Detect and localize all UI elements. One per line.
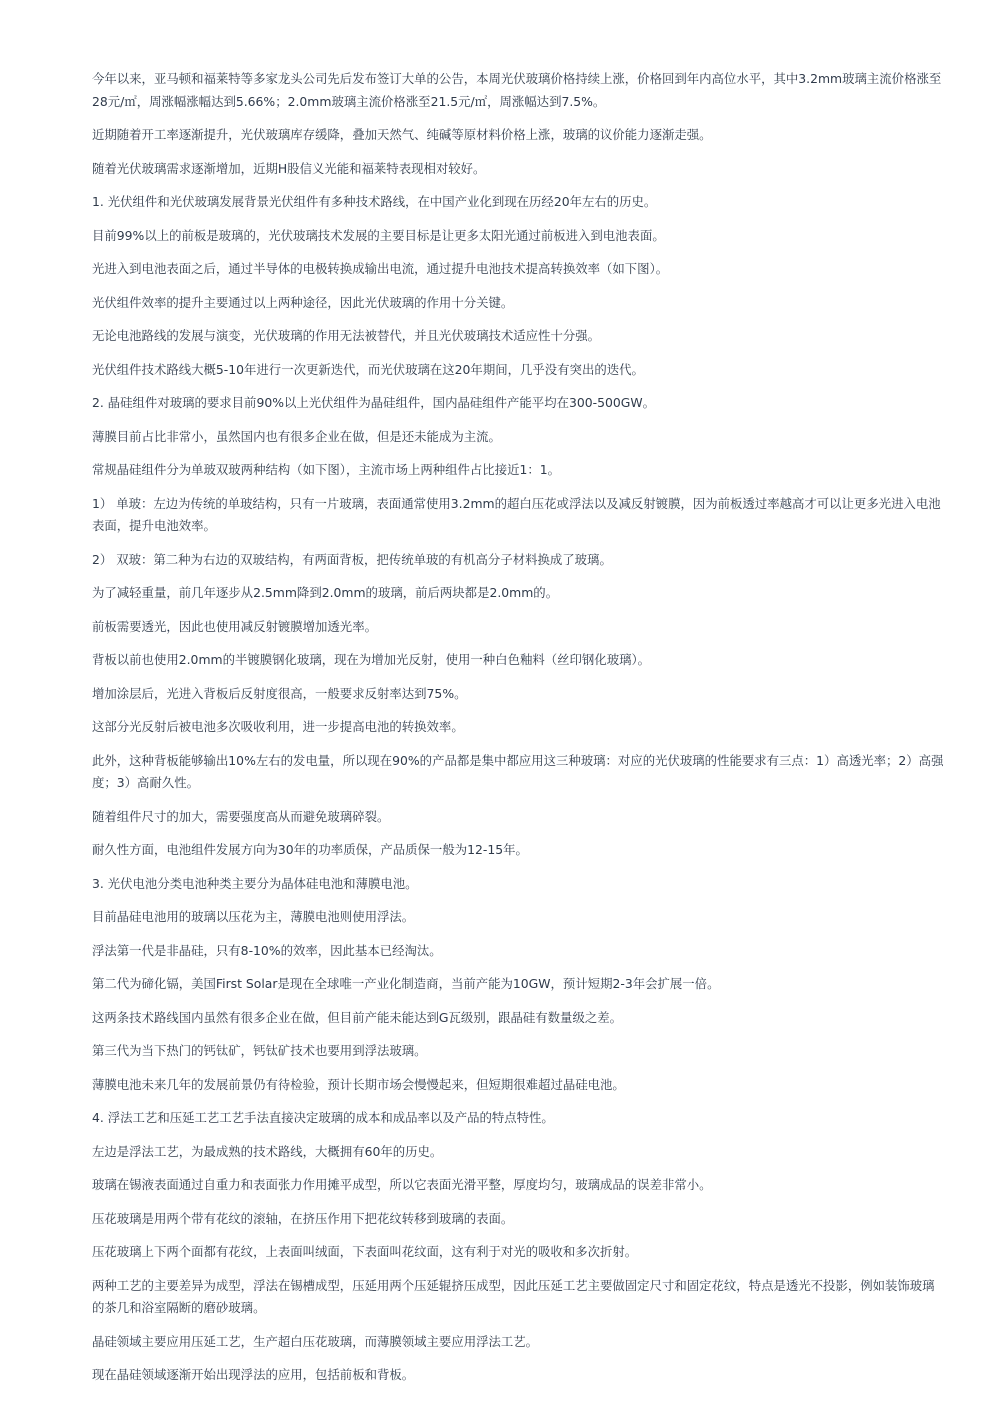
paragraph: 这部分光反射后被电池多次吸收利用，进一步提高电池的转换效率。 bbox=[92, 719, 464, 734]
paragraph: 常规晶硅组件分为单玻双玻两种结构（如下图），主流市场上两种组件占比接近1：1。 bbox=[92, 462, 561, 477]
paragraph: 1. 光伏组件和光伏玻璃发展背景光伏组件有多种技术路线，在中国产业化到现在历经20年左右的历史。 bbox=[92, 194, 657, 209]
paragraph: 光进入到电池表面之后，通过半导体的电极转换成输出电流，通过提升电池技术提高转换效率（如下图）。 bbox=[92, 261, 669, 276]
paragraph: 现在晶硅领域逐渐开始出现浮法的应用，包括前板和背板。 bbox=[92, 1367, 415, 1382]
paragraph: 随着组件尺寸的加大，需要强度高从而避免玻璃碎裂。 bbox=[92, 808, 390, 824]
document-page bbox=[92, 68, 944, 1398]
paragraph: 两种工艺的主要差异为成型，浮法在锡槽成型，压延用两个压延辊挤压成型，因此压延工艺主要做固定尺寸和固定花纹，特点是透光不投影，例如装饰玻璃的茶几和浴室隔断的磨砂玻璃。 bbox=[92, 1277, 935, 1315]
paragraph: 2） 双玻：第二种为右边的双玻结构，有两面背板，把传统单玻的有机高分子材料换成了玻璃。 bbox=[92, 551, 612, 567]
paragraph: 1） 单玻：左边为传统的单玻结构，只有一片玻璃，表面通常使用3.2mm的超白压花或浮法以及减反射镀膜，因为前板透过率越高才可以让更多光进入电池表面，提升电池效率。 bbox=[92, 495, 941, 533]
paragraph: 目前99%以上的前板是玻璃的，光伏玻璃技术发展的主要目标是让更多太阳光通过前板进入到电池表面。 bbox=[92, 227, 665, 243]
paragraph: 薄膜目前占比非常小，虽然国内也有很多企业在做，但是还未能成为主流。 bbox=[92, 428, 501, 444]
paragraph: 背板以前也使用2.0mm的半镀膜钢化玻璃，现在为增加光反射，使用一种白色釉料（丝印钢化玻璃）。 bbox=[92, 652, 651, 667]
paragraph: 玻璃在锡液表面通过自重力和表面张力作用摊平成型，所以它表面光滑平整，厚度均匀，玻璃成品的误差非常小。 bbox=[92, 1177, 712, 1192]
paragraph: 压花玻璃上下两个面都有花纹，上表面叫绒面，下表面叫花纹面，这有利于对光的吸收和多次折射。 bbox=[92, 1244, 638, 1259]
paragraph: 无论电池路线的发展与演变，光伏玻璃的作用无法被替代，并且光伏玻璃技术适应性十分强。 bbox=[92, 328, 601, 343]
paragraph: 今年以来，亚马顿和福莱特等多家龙头公司先后发布签订大单的公告，本周光伏玻璃价格持续上涨，价格回到年内高位水平，其中3.2mm玻璃主流价格涨至28元/㎡，周涨幅涨幅达到5.66%；2.0mm玻璃主流价格涨至21.5元/㎡，周涨幅达到7.5%。 bbox=[92, 71, 942, 109]
paragraph: 2. 晶硅组件对玻璃的要求目前90%以上光伏组件为晶硅组件，国内晶硅组件产能平均在300-500GW。 bbox=[92, 395, 655, 410]
paragraph: 这两条技术路线国内虽然有很多企业在做，但目前产能未能达到G瓦级别，跟晶硅有数量级之差。 bbox=[92, 1009, 623, 1025]
paragraph: 随着光伏玻璃需求逐渐增加，近期H股信义光能和福莱特表现相对较好。 bbox=[92, 160, 486, 176]
paragraph: 左边是浮法工艺，为最成熟的技术路线，大概拥有60年的历史。 bbox=[92, 1143, 443, 1159]
paragraph: 光伏组件效率的提升主要通过以上两种途径，因此光伏玻璃的作用十分关键。 bbox=[92, 294, 514, 310]
paragraph: 薄膜电池未来几年的发展前景仍有待检验，预计长期市场会慢慢起来，但短期很难超过晶硅电池。 bbox=[92, 1076, 625, 1092]
paragraph: 前板需要透光，因此也使用减反射镀膜增加透光率。 bbox=[92, 618, 377, 634]
paragraph: 压花玻璃是用两个带有花纹的滚轴，在挤压作用下把花纹转移到玻璃的表面。 bbox=[92, 1210, 514, 1226]
paragraph: 晶硅领域主要应用压延工艺，生产超白压花玻璃，而薄膜领域主要应用浮法工艺。 bbox=[92, 1333, 539, 1349]
paragraph: 耐久性方面，电池组件发展方向为30年的功率质保，产品质保一般为12-15年。 bbox=[92, 842, 528, 857]
paragraph: 光伏组件技术路线大概5-10年进行一次更新迭代，而光伏玻璃在这20年期间，几乎没有突出的迭代。 bbox=[92, 361, 644, 377]
paragraph: 此外，这种背板能够输出10%左右的发电量，所以现在90%的产品都是集中都应用这三种玻璃：对应的光伏玻璃的性能要求有三点：1）高透光率；2）高强度；3）高耐久性。 bbox=[92, 752, 944, 790]
paragraph: 第三代为当下热门的钙钛矿，钙钛矿技术也要用到浮法玻璃。 bbox=[92, 1043, 427, 1058]
paragraph: 增加涂层后，光进入背板后反射度很高，一般要求反射率达到75%。 bbox=[92, 685, 467, 701]
paragraph: 3. 光伏电池分类电池种类主要分为晶体硅电池和薄膜电池。 bbox=[92, 875, 418, 891]
paragraph: 第二代为碲化镉，美国First Solar是现在全球唯一产业化制造商，当前产能为10GW，预计短期2-3年会扩展一倍。 bbox=[92, 976, 720, 991]
paragraph: 近期随着开工率逐渐提升，光伏玻璃库存缓降，叠加天然气、纯碱等原材料价格上涨，玻璃的议价能力逐渐走强。 bbox=[92, 127, 712, 142]
paragraph: 4. 浮法工艺和压延工艺工艺手法直接决定玻璃的成本和成品率以及产品的特点特性。 bbox=[92, 1110, 554, 1125]
paragraph: 目前晶硅电池用的玻璃以压花为主，薄膜电池则使用浮法。 bbox=[92, 909, 415, 924]
paragraph: 浮法第一代是非晶硅，只有8-10%的效率，因此基本已经淘汰。 bbox=[92, 942, 442, 958]
paragraph: 为了减轻重量，前几年逐步从2.5mm降到2.0mm的玻璃，前后两块都是2.0mm的。 bbox=[92, 585, 559, 600]
